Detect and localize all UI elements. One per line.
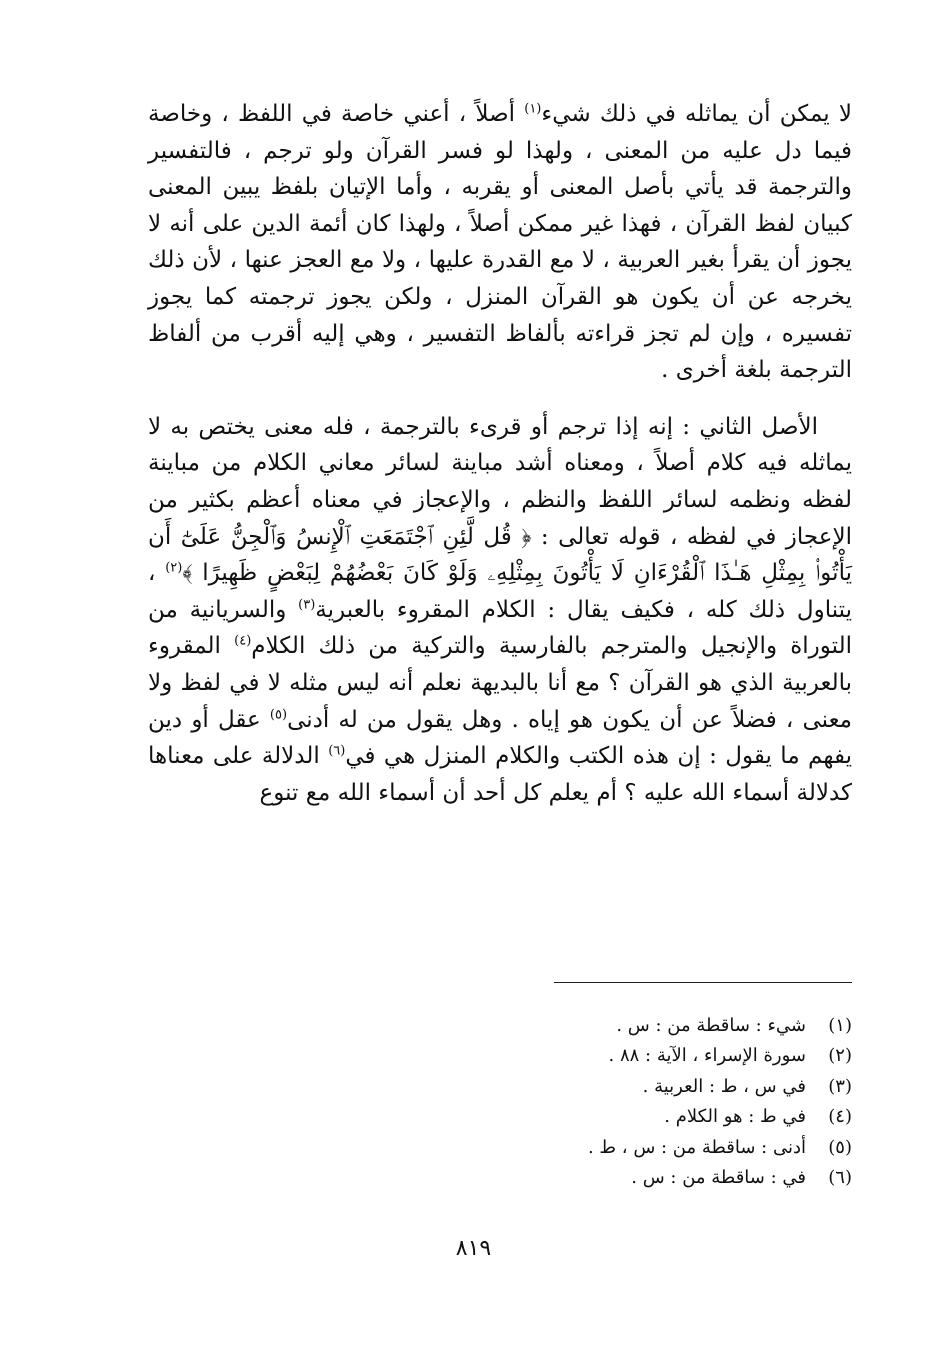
quran-verse: ﴿ قُل لَّئِنِ ٱجْتَمَعَتِ ٱلْإِنسُ وَٱلْجِنُّ عَلَىٰٓ أَن يَأْتُوا۟ بِمِثْلِ هَـٰذَا ٱلْقُرْءَانِ لَا يَأْتُونَ بِمِثْلِهِۦ وَلَوْ كَانَ بَعْضُهُمْ لِبَعْضٍ ظَهِيرًا ﴾ xyxy=(148,523,852,587)
footnote-number: (٣) xyxy=(828,1075,852,1097)
footnote-ref-4: (٤) xyxy=(234,633,252,649)
footnote-number: (٤) xyxy=(828,1106,852,1128)
footnotes-list xyxy=(148,1011,852,1193)
paragraph-1-text-2: أصلاً ، أعني خاصة في اللفظ ، وخاصة فيما دل عليه من المعنى ، ولهذا لو فسر القرآن ولو ترجم ، فالتفسير والترجمة قد يأتي بأصل المعنى أو يقربه ، وأما الإتيان بلفظ يبين المعنى كبيان لفظ القرآن ، فهذا غير ممكن أصلاً ، ولهذا كان أئمة الدين على أنه لا يجوز أن يقرأ بغير العربية ، لا مع القدرة عليها ، ولا مع العجز عنها ، لأن ذلك يخرجه عن أن يكون هو القرآن المنزل ، ولكن يجوز ترجمته كما يجوز تفسيره ، وإن لم تجز قراءته بألفاظ التفسير ، وهي إليه أقرب من ألفاظ الترجمة بلغة أخرى . xyxy=(148,101,852,384)
paragraph-2-text-4: المقروء بالعربية الذي هو القرآن ؟ مع أنا بالبديهة نعلم أنه ليس مثله لا في لفظ ولا معنى ، فضلاً عن أن يكون هو إياه . وهل يقول من له أدنى xyxy=(148,633,853,733)
paragraph-1-text-1: لا يمكن أن يماثله في ذلك شيء xyxy=(541,101,852,127)
paragraph-1 xyxy=(148,96,852,389)
footnote-ref-6: (٦) xyxy=(328,743,346,759)
footnote-divider xyxy=(554,982,852,983)
footnote-item xyxy=(148,1041,852,1071)
footnote-text: في : ساقطة من : س . xyxy=(631,1166,806,1188)
paragraph-2 xyxy=(148,409,852,812)
footnote-item xyxy=(148,1133,852,1163)
footnote-text: سورة الإسراء ، الآية : ٨٨ . xyxy=(608,1045,806,1067)
paragraph-2-text-6: الدلالة على معناها كدلالة أسماء الله عليه ؟ أم يعلم كل أحد أن أسماء الله مع تنوع xyxy=(148,743,852,806)
paragraph-2-text-3: والسريانية من التوراة والإنجيل والمترجم بالفارسية والتركية من ذلك الكلام xyxy=(148,596,852,660)
footnote-ref-5: (٥) xyxy=(269,706,288,722)
footnote-ref-3: (٣) xyxy=(298,597,316,613)
footnote-ref-1: (١) xyxy=(524,101,542,117)
footnote-text: أدنى : ساقطة من : س ، ط . xyxy=(587,1136,806,1158)
footnote-ref-2: (٢) xyxy=(165,560,183,576)
footnote-text: شيء : ساقطة من : س . xyxy=(616,1015,806,1036)
footnote-text: في س ، ط : العربية . xyxy=(642,1075,806,1097)
footnote-text: في ط : هو الكلام . xyxy=(664,1106,806,1128)
footnote-item xyxy=(148,1011,852,1041)
footnote-number: (١) xyxy=(828,1015,852,1036)
paragraph-2-text-1: الأصل الثاني : إنه إذا ترجم أو قرىء بالترجمة ، فله معنى يختص به لا يماثله فيه كلام أصلاً ، ومعناه أشد مباينة لسائر معاني الكلام من مباينة لفظه ونظمه لسائر اللفظ والنظم ، والإعجاز في معناه أعظم بكثير من الإعجاز في لفظه ، قوله تعالى : xyxy=(148,413,852,550)
paragraph-2-text-2: ، يتناول ذلك كله ، فكيف يقال : الكلام المقروء بالعبرية xyxy=(148,560,852,623)
main-text xyxy=(148,96,852,811)
paragraph-2-text-5: عقل أو دين يفهم ما يقول : إن هذه الكتب والكلام المنزل هي في xyxy=(148,706,853,770)
footnote-item xyxy=(148,1072,852,1102)
footnote-number: (٢) xyxy=(828,1045,852,1067)
footnote-item xyxy=(148,1163,852,1193)
footnote-number: (٥) xyxy=(828,1136,852,1158)
footnote-number: (٦) xyxy=(828,1166,852,1188)
page-number: ٨١٩ xyxy=(455,1236,492,1261)
footnote-item xyxy=(148,1102,852,1132)
